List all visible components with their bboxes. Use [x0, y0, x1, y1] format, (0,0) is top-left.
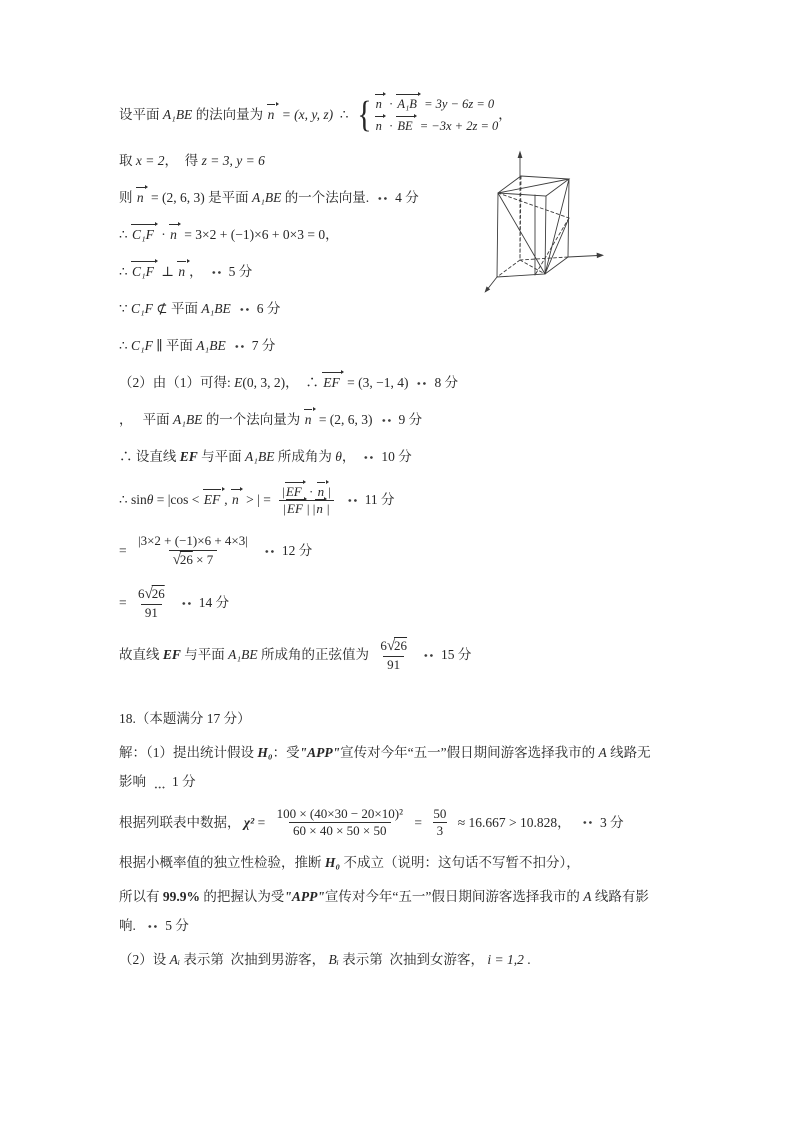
text-run: n — [136, 187, 148, 207]
text-run: ∴ — [119, 227, 131, 243]
line-independence-test — [119, 853, 660, 874]
text-run: 与平面 — [197, 449, 246, 465]
score-label: 12 分 — [281, 543, 313, 559]
text-run: × 7 — [192, 551, 214, 567]
text-run: θ — [146, 492, 154, 508]
text-run: 影响 — [119, 774, 146, 790]
text-run: = (2, 6, 3) — [315, 412, 373, 428]
score-label: 1 分 — [172, 774, 196, 790]
text-run: n — [231, 489, 243, 509]
text-run: 的一个法向量. — [281, 190, 370, 206]
text-run: · — [157, 227, 170, 243]
text-run: = — [410, 814, 426, 830]
text-run: . — [523, 951, 531, 967]
text-run: EF — [203, 489, 225, 509]
dotted-leader — [416, 380, 428, 387]
fraction — [134, 585, 169, 621]
line-q18-header — [119, 709, 660, 730]
score-label: 6 分 — [256, 301, 281, 317]
text-run: | — [328, 483, 331, 499]
solution-18-section — [119, 709, 660, 971]
dotted-leader — [239, 306, 251, 313]
text-run: ， — [325, 227, 339, 243]
sqrt-radical-symbol: √ — [144, 586, 153, 603]
text-run: 所成角为 — [274, 449, 336, 465]
text-run: ⊄ 平面 — [152, 301, 202, 317]
score-label: 5 分 — [228, 264, 253, 280]
text-run: 91 — [144, 604, 158, 620]
text-run: χ² — [243, 814, 255, 830]
fraction-denominator — [141, 604, 162, 621]
text-run: = (3, −1, 4) — [343, 375, 409, 391]
text-run: ， 得 — [164, 153, 202, 169]
text-run: 的一个法向量为 — [202, 412, 304, 428]
text-run: | — [283, 501, 287, 516]
text-run: n — [177, 261, 189, 281]
system-rows — [375, 96, 499, 135]
text-run: C₁F — [130, 338, 153, 354]
score-label: 4 分 — [395, 190, 419, 206]
text-run: 3 — [436, 823, 444, 839]
y-axis-line — [568, 256, 598, 258]
text-run: = |cos < — [153, 492, 203, 508]
text-run: ⊥ — [157, 264, 178, 280]
fraction-denominator — [289, 822, 391, 839]
sqrt-expression — [145, 585, 165, 604]
text-run: n — [315, 499, 327, 517]
text-run: 线路无 — [606, 745, 651, 761]
text-run: 所成角的正弦值为 — [257, 646, 373, 662]
text-run: ， — [557, 814, 574, 830]
sqrt-radicand: 26 — [179, 551, 193, 567]
text-run: ， 平面 — [119, 412, 173, 428]
text-run: 故直线 — [119, 646, 163, 662]
dotted-leader — [147, 923, 159, 930]
fraction-denominator — [279, 500, 333, 517]
text-run: C₁F — [130, 301, 153, 317]
system-brace: { — [357, 94, 372, 136]
text-run: i = 1,2 — [487, 951, 524, 967]
text-run: EF — [179, 449, 198, 465]
line-hypothesis — [119, 743, 660, 764]
text-run: 表示第 次抽到女游客， — [338, 951, 488, 967]
line-hypothesis-cont — [119, 772, 660, 793]
sqrt-radical-symbol: √ — [172, 551, 181, 568]
text-run: 表示第 次抽到男游客， — [180, 951, 329, 967]
prism-figure — [483, 146, 615, 312]
text-run: ∵ — [119, 301, 131, 317]
line-confidence — [119, 887, 660, 908]
text-run: ， — [341, 449, 356, 465]
dotted-leader — [363, 454, 375, 461]
z-axis-arrowhead — [518, 151, 523, 159]
text-run: n — [375, 94, 386, 113]
fraction-denominator — [383, 656, 404, 673]
text-run: = 3×2 + (−1)×6 + 0×3 = 0 — [180, 227, 326, 243]
text-run: ∴ — [119, 264, 131, 280]
prism-diagonals-dashed — [498, 193, 569, 275]
text-run: 取 — [119, 153, 136, 169]
text-run: ∴ 设直线 — [119, 449, 180, 465]
text-run: A₁BE — [162, 107, 193, 123]
text-run: 的法向量为 — [192, 107, 267, 123]
line-result-fraction — [119, 585, 660, 621]
text-run: = −3x + 2z = 0 — [416, 118, 499, 133]
dotted-leader — [377, 195, 389, 202]
text-run: Aᵢ — [169, 951, 181, 967]
text-run: 宣传对今年“五一”假日期间游客选择我市的 — [340, 745, 599, 761]
text-run: 50 — [433, 806, 447, 822]
line-angle-theta — [119, 447, 660, 468]
text-run: · — [385, 118, 397, 133]
fraction-numerator — [376, 637, 411, 656]
text-run: E — [234, 375, 243, 391]
fraction-numerator — [273, 806, 407, 822]
dotted-leader — [234, 343, 246, 350]
text-run: = (2, 6, 3) — [147, 190, 205, 206]
text-run: 的把握认为受 — [200, 888, 285, 904]
score-label: 7 分 — [251, 338, 276, 354]
score-label: 11 分 — [364, 492, 395, 508]
text-run: (0, 3, 2) — [242, 375, 286, 391]
text-run: | — [282, 483, 285, 499]
line-substitute-values — [119, 533, 660, 569]
text-run: BE — [396, 116, 416, 135]
text-run: n — [169, 224, 181, 244]
text-run: "APP" — [299, 745, 341, 761]
dotted-leader — [347, 497, 359, 504]
text-run: ， — [189, 264, 203, 280]
dotted-leader — [154, 785, 166, 790]
text-run: θ — [335, 449, 342, 465]
text-run: n — [304, 409, 316, 429]
sqrt-expression — [173, 551, 193, 570]
text-run: 是平面 — [204, 190, 252, 206]
text-run: C₁F — [131, 261, 158, 281]
text-run: 6 — [380, 638, 387, 654]
text-run: 与平面 — [180, 646, 229, 662]
text-run: A₁B — [396, 94, 421, 113]
text-run: EF — [286, 499, 307, 517]
fraction-numerator — [134, 585, 169, 604]
text-run: | — [326, 501, 330, 516]
fraction — [278, 484, 334, 518]
text-run: "APP" — [284, 888, 325, 904]
text-run: Bᵢ — [328, 951, 339, 967]
text-run: 不成立（说明：这句话不写暂不扣分）， — [340, 854, 580, 870]
text-run: （2）设 — [119, 951, 170, 967]
fraction — [429, 806, 450, 840]
text-run: EF — [285, 482, 306, 500]
dotted-leader — [381, 417, 393, 424]
text-run: A₁BE — [201, 301, 231, 317]
line-part2-ef-vector — [119, 373, 660, 394]
y-axis-arrowhead — [597, 253, 604, 259]
text-run: 根据小概率值的独立性检验，推断 — [119, 854, 325, 870]
text-run: | | — [306, 501, 316, 516]
text-run: H₀ — [324, 854, 341, 870]
fraction — [134, 533, 252, 569]
sqrt-expression — [387, 637, 407, 656]
text-run: 100 × (40×30 − 20×10)² — [276, 806, 403, 822]
text-run: 18.（本题满分 17 分） — [119, 711, 251, 727]
text-run: A₁BE — [173, 412, 203, 428]
score-label: 10 分 — [381, 449, 412, 465]
line-plane-normal-again — [119, 410, 660, 431]
text-run: x = 2 — [135, 153, 165, 169]
line-sin-theta-formula — [119, 484, 660, 518]
text-run: C₁F — [131, 224, 158, 244]
text-run: , — [224, 492, 232, 508]
text-run: ∴ sin — [119, 492, 147, 508]
text-run: A — [583, 888, 592, 904]
score-label: 5 分 — [165, 917, 189, 933]
text-run: > | = — [242, 492, 275, 508]
text-run: A₁BE — [251, 190, 282, 206]
score-label: 14 分 — [198, 595, 230, 611]
x-axis-line — [488, 277, 497, 289]
fraction — [273, 806, 407, 840]
system-row — [375, 118, 499, 135]
dotted-leader — [423, 652, 435, 659]
dotted-leader — [211, 269, 223, 276]
score-label: 3 分 — [600, 814, 624, 830]
text-run: 99.9% — [162, 888, 200, 904]
sqrt-radical-symbol: √ — [386, 638, 396, 655]
text-run: ≈ 16.667 > 10.828 — [454, 814, 558, 830]
text-run: 设平面 — [119, 107, 163, 123]
text-run: n — [317, 482, 329, 500]
text-run: = — [119, 595, 130, 611]
dotted-leader — [582, 819, 594, 826]
text-run: ∴ — [333, 107, 356, 123]
line-part2-setup — [119, 950, 660, 971]
text-run: 91 — [387, 656, 401, 672]
text-run: ∴ — [119, 338, 131, 354]
score-label: 15 分 — [441, 646, 472, 662]
text-run: 根据列联表中数据， — [119, 814, 244, 830]
text-run: EF — [322, 372, 344, 392]
text-run: · — [385, 97, 397, 111]
line-c1f-parallel-plane — [119, 336, 660, 357]
text-run: 解：（1）提出统计假设 — [119, 745, 258, 761]
fraction-numerator — [134, 533, 252, 549]
text-run: z = 3, y = 6 — [201, 153, 265, 169]
text-run: ， — [498, 107, 512, 123]
dotted-leader — [181, 600, 193, 607]
text-run: A₁BE — [228, 646, 258, 662]
text-run: 响. — [119, 917, 140, 933]
sqrt-radicand: 26 — [151, 586, 165, 602]
line-normal-vector-setup — [119, 96, 660, 135]
text-run: = — [254, 814, 269, 830]
text-run: （2）由（1）可得: — [119, 375, 235, 391]
line-confidence-cont — [119, 916, 660, 937]
equation-system — [357, 96, 498, 135]
system-row — [375, 96, 499, 113]
line-conclusion — [119, 637, 660, 673]
text-run: · — [305, 483, 317, 499]
text-run: 线路有影 — [591, 888, 649, 904]
fraction — [376, 637, 411, 673]
line-chi-square — [119, 806, 660, 840]
text-run: H₀ — [257, 745, 273, 761]
text-run: = — [119, 543, 130, 559]
text-run: A — [598, 745, 607, 761]
fraction-denominator — [433, 822, 448, 839]
text-run: 60 × 40 × 50 × 50 — [293, 823, 387, 839]
text-run: 宣传对今年“五一”假日期间游客选择我市的 — [324, 888, 584, 904]
text-run: 则 — [119, 190, 136, 206]
text-run: A₁BE — [245, 449, 275, 465]
text-run: |3×2 + (−1)×6 + 4×3| — [138, 533, 248, 549]
text-run: = 3y − 6z = 0 — [420, 97, 495, 111]
text-run: EF — [162, 646, 181, 662]
text-run: ， ∴ — [285, 375, 323, 391]
text-run: 所以有 — [119, 888, 163, 904]
fraction-denominator — [169, 550, 218, 570]
text-run: n — [267, 104, 279, 124]
text-run: n — [375, 116, 386, 135]
sqrt-radicand: 26 — [394, 638, 408, 654]
text-run: ∥ 平面 — [152, 338, 197, 354]
fraction-numerator — [429, 806, 450, 822]
dotted-leader — [264, 548, 276, 555]
text-run: = (x, y, z) — [278, 107, 334, 123]
score-label: 8 分 — [434, 375, 459, 391]
text-run: 6 — [138, 586, 145, 602]
text-run: ：受 — [272, 745, 300, 761]
text-run: A₁BE — [196, 338, 226, 354]
score-label: 9 分 — [398, 412, 423, 428]
